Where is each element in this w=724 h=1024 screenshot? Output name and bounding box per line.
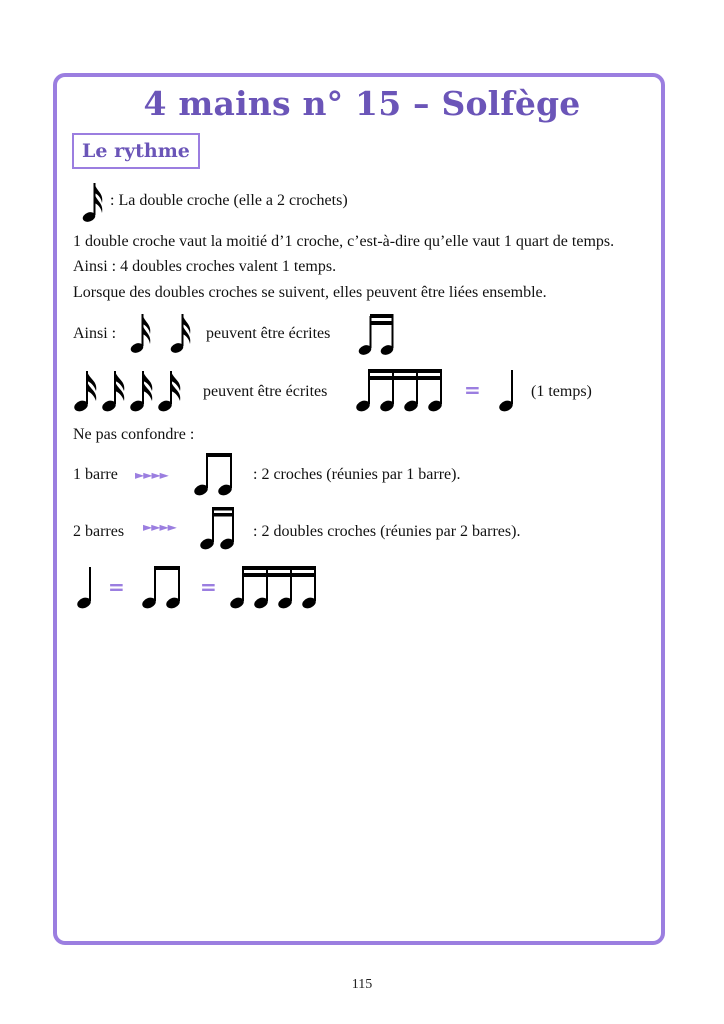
arrow-icon: ►►►► bbox=[143, 520, 176, 534]
quarter-note-icon bbox=[76, 565, 98, 611]
two-beamed-croches-icon bbox=[193, 452, 239, 498]
un-temps-label: (1 temps) bbox=[531, 383, 592, 400]
equals-sign: = bbox=[464, 378, 481, 402]
paragraph-1: 1 double croche vaut la moitié d’1 croche, c’est-à-dire qu’elle vaut 1 quart de temps. bbox=[73, 233, 615, 250]
une-barre-description: : 2 croches (réunies par 1 barre). bbox=[253, 466, 461, 483]
equals-sign: = bbox=[200, 575, 217, 599]
beamed-notes-icon bbox=[357, 312, 397, 358]
double-croche-note-icon bbox=[170, 312, 194, 356]
four-double-croches-icon bbox=[73, 368, 193, 414]
peuvent-etre-ecrites-1: peuvent être écrites bbox=[206, 325, 331, 342]
double-croche-note-icon bbox=[82, 181, 106, 225]
four-beamed-double-croches-icon bbox=[229, 565, 329, 611]
page-title: 4 mains n° 15 – Solfège bbox=[143, 84, 581, 123]
section-heading: Le rythme bbox=[72, 133, 200, 169]
equals-sign: = bbox=[108, 575, 125, 599]
deux-barres-description: : 2 doubles croches (réunies par 2 barres). bbox=[253, 523, 521, 540]
arrow-icon: ►►►► bbox=[135, 468, 168, 482]
double-croche-note-icon bbox=[130, 312, 154, 356]
quarter-note-icon bbox=[498, 368, 520, 414]
paragraph-2: Ainsi : 4 doubles croches valent 1 temps. bbox=[73, 258, 337, 275]
une-barre-label: 1 barre bbox=[73, 466, 118, 483]
four-beamed-double-croches-icon bbox=[355, 368, 455, 414]
paragraph-3: Lorsque des doubles croches se suivent, elles peuvent être liées ensemble. bbox=[73, 284, 547, 301]
deux-barres-label: 2 barres bbox=[73, 523, 125, 540]
two-beamed-double-croches-icon bbox=[199, 506, 239, 552]
ne-pas-confondre: Ne pas confondre : bbox=[73, 426, 195, 443]
page-number: 115 bbox=[351, 977, 373, 992]
double-croche-definition: : La double croche (elle a 2 crochets) bbox=[110, 192, 348, 209]
peuvent-etre-ecrites-2: peuvent être écrites bbox=[203, 383, 328, 400]
ainsi-label: Ainsi : bbox=[73, 325, 117, 342]
two-beamed-croches-icon bbox=[141, 565, 187, 611]
